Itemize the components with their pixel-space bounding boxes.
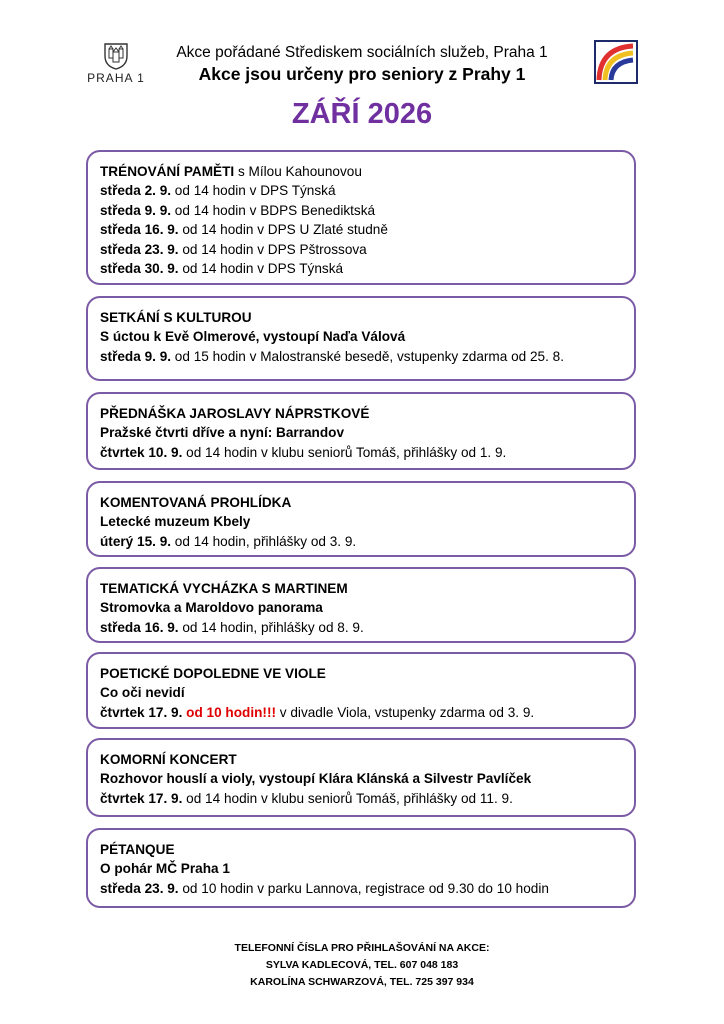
event-details: od 14 hodin v DPS Týnská [171, 183, 336, 199]
event-box-memory-training [86, 150, 636, 285]
event-date-line [100, 532, 634, 551]
event-date-line [100, 443, 634, 462]
event-date: úterý 15. 9. [100, 533, 172, 549]
event-date: čtvrtek 10. 9. [100, 444, 183, 460]
month-title: ZÁŘÍ 2026 [291, 98, 433, 130]
event-date-line [100, 220, 634, 239]
event-details: od 14 hodin, přihlášky od 3. 9. [171, 533, 357, 549]
event-time-highlight: od 10 hodin!!! [186, 704, 277, 720]
event-subtitle: Stromovka a Maroldovo panorama [100, 600, 323, 616]
footer-contact: SYLVA KADLECOVÁ, TEL. 607 048 183 [265, 959, 459, 971]
event-date: středa 23. 9. [100, 880, 179, 896]
event-box-poetry [86, 652, 636, 729]
event-details: od 14 hodin v DPS Týnská [178, 261, 344, 277]
event-title: KOMORNÍ KONCERT [100, 752, 237, 767]
event-details: od 15 hodin v Malostranské besedě, vstupenky zdarma od 25. 8. [171, 348, 564, 364]
event-title-line [100, 162, 634, 181]
event-title: TEMATICKÁ VYCHÁZKA S MARTINEM [100, 581, 348, 596]
event-subtitle: Pražské čtvrti dříve a nyní: Barrandov [100, 425, 345, 441]
event-title: SETKÁNÍ S KULTUROU [100, 310, 252, 325]
event-title: KOMENTOVANÁ PROHLÍDKA [100, 495, 292, 510]
header-title: Akce jsou určeny pro seniory z Prahy 1 [198, 64, 526, 84]
event-box-walk [86, 567, 636, 643]
event-title: TRÉNOVÁNÍ PAMĚTI [100, 164, 235, 179]
event-date: čtvrtek 17. 9. [100, 704, 183, 720]
event-date: středa 2. 9. [100, 183, 172, 199]
event-date: středa 30. 9. [100, 261, 179, 277]
event-details: od 14 hodin v BDPS Benediktská [171, 202, 376, 218]
event-date: středa 16. 9. [100, 619, 179, 635]
event-subtitle: Letecké muzeum Kbely [100, 514, 251, 530]
event-subtitle: S úctou k Evě Olmerové, vystoupí Naďa Válová [100, 329, 406, 345]
contact-footer [0, 940, 724, 991]
event-details: od 14 hodin v klubu seniorů Tomáš, přihlášky od 11. 9. [182, 790, 513, 806]
event-date-line [100, 201, 634, 220]
event-title: POETICKÉ DOPOLEDNE VE VIOLE [100, 666, 326, 681]
event-box-lecture [86, 392, 636, 470]
event-date-line [100, 347, 634, 366]
event-box-petanque [86, 828, 636, 908]
event-box-culture [86, 296, 636, 381]
logo-text: PRAHA 1 [87, 71, 145, 85]
event-details: od 14 hodin, přihlášky od 8. 9. [178, 619, 364, 635]
event-subtitle: O pohár MČ Praha 1 [100, 861, 230, 877]
event-date-line [100, 181, 634, 200]
event-date: středa 23. 9. [100, 241, 179, 257]
event-title-suffix: s Mílou Kahounovou [234, 164, 362, 179]
header-subtitle: Akce pořádané Střediskem sociálních služeb, Praha 1 [176, 44, 548, 61]
event-details: od 14 hodin v DPS Pštrossova [178, 241, 367, 257]
event-box-concert [86, 738, 636, 817]
event-date-line [100, 703, 634, 722]
event-details: od 14 hodin v DPS U Zlaté studně [178, 222, 388, 238]
event-date: středa 16. 9. [100, 222, 179, 238]
event-subtitle: Co oči nevidí [100, 685, 185, 701]
event-subtitle: Rozhovor houslí a violy, vystoupí Klára Klánská a Silvestr Pavlíček [100, 771, 532, 787]
event-date-line [100, 240, 634, 259]
event-details: od 14 hodin v klubu seniorů Tomáš, přihlášky od 1. 9. [182, 444, 507, 460]
event-title: PÉTANQUE [100, 842, 175, 857]
event-box-tour [86, 481, 636, 557]
event-details: od 10 hodin v parku Lannova, registrace od 9.30 do 10 hodin [178, 880, 549, 896]
event-date: středa 9. 9. [100, 202, 172, 218]
event-date-line [100, 259, 634, 278]
footer-contact: KAROLÍNA SCHWARZOVÁ, TEL. 725 397 934 [250, 976, 474, 988]
event-date-line [100, 879, 634, 898]
event-date: čtvrtek 17. 9. [100, 790, 183, 806]
footer-heading: TELEFONNÍ ČÍSLA PRO PŘIHLAŠOVÁNÍ NA AKCE: [234, 942, 490, 954]
event-date-line [100, 789, 634, 808]
event-details: v divadle Viola, vstupenky zdarma od 3. 9. [276, 704, 535, 720]
event-date: středa 9. 9. [100, 348, 172, 364]
event-date-line [100, 618, 634, 637]
event-title: PŘEDNÁŠKA JAROSLAVY NÁPRSTKOVÉ [100, 406, 370, 421]
